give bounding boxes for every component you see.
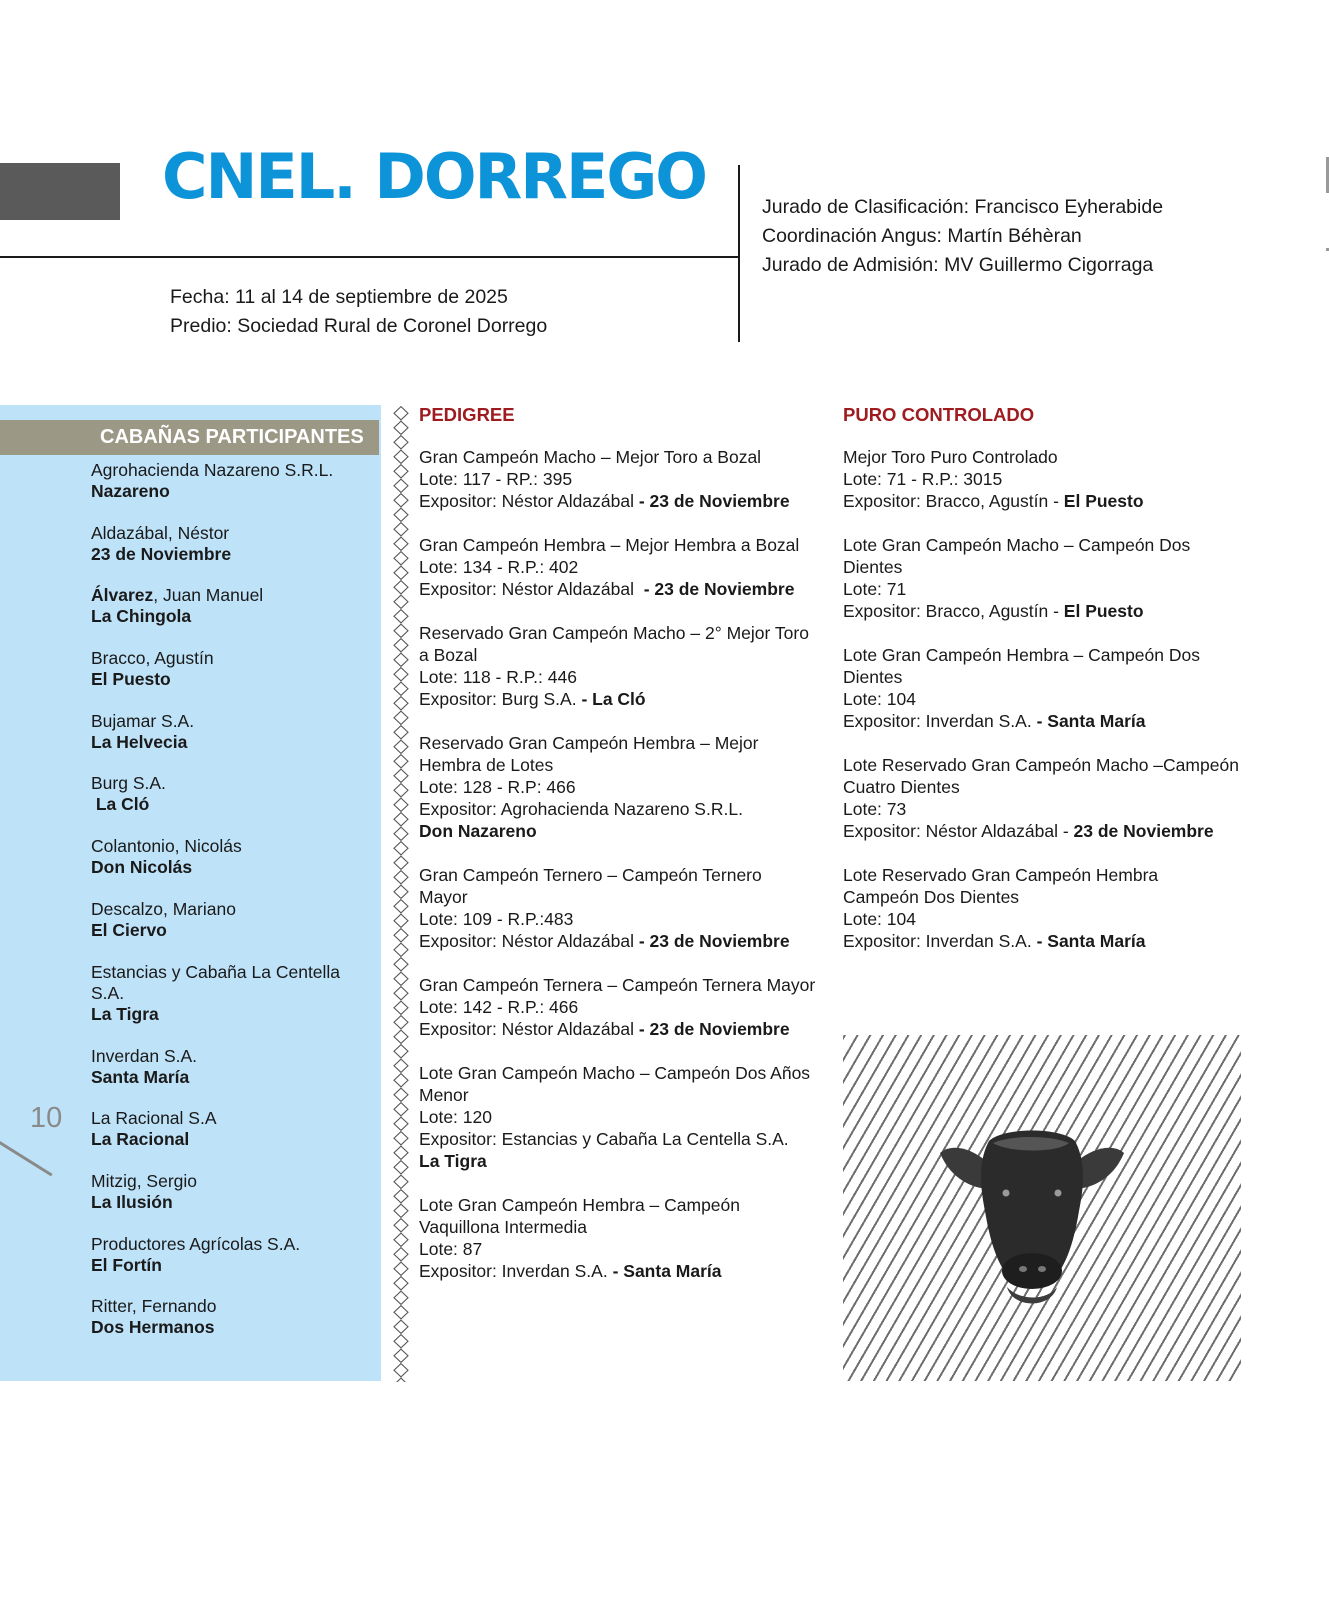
award-entry bbox=[843, 754, 1253, 842]
award-title-cont: Dientes bbox=[843, 557, 903, 577]
participant-cabana: La Helvecia bbox=[91, 731, 188, 752]
award-title: Gran Campeón Ternera – Campeón Ternera Mayor bbox=[419, 975, 816, 995]
puro-controlado-title: PURO CONTROLADO bbox=[843, 404, 1035, 425]
award-title: Lote Gran Campeón Macho – Campeón Dos Años bbox=[419, 1063, 811, 1083]
award-lote: Lote: 128 - R.P: 466 bbox=[419, 777, 576, 797]
award-expositor: Expositor: Néstor Aldazábal - bbox=[843, 821, 1074, 841]
award-title: Reservado Gran Campeón Macho – 2° Mejor Toro bbox=[419, 623, 809, 643]
award-title-cont: Vaquillona Intermedia bbox=[419, 1217, 587, 1237]
award-lote: Lote: 73 bbox=[843, 799, 907, 819]
list-item bbox=[91, 1171, 371, 1234]
award-cabana: - 23 de Noviembre bbox=[633, 1019, 790, 1039]
award-expositor: Expositor: Inverdan S.A. bbox=[843, 711, 1037, 731]
page-title: CNEL. DORREGO bbox=[162, 140, 706, 213]
participant-cabana: El Puesto bbox=[91, 669, 171, 690]
award-entry bbox=[419, 446, 824, 512]
participant-name: Inverdan S.A. bbox=[91, 1045, 198, 1066]
sidebar-title: CABAÑAS PARTICIPANTES bbox=[0, 420, 379, 455]
award-entry bbox=[419, 534, 824, 600]
award-expositor: Expositor: Agrohacienda Nazareno S.R.L. bbox=[419, 799, 743, 819]
award-title: Lote Gran Campeón Hembra – Campeón bbox=[419, 1195, 741, 1215]
award-entry bbox=[419, 974, 824, 1040]
award-title-cont: Dientes bbox=[843, 667, 903, 687]
participant-name: Burg S.A. bbox=[91, 773, 166, 794]
angus-coordination: Coordinación Angus: Martín Béhèran bbox=[762, 225, 1082, 247]
participant-cabana: La Racional bbox=[91, 1129, 190, 1150]
award-entry bbox=[419, 1194, 824, 1282]
participant-cabana: Dos Hermanos bbox=[91, 1317, 215, 1338]
list-item bbox=[91, 460, 371, 523]
list-item bbox=[91, 648, 371, 711]
jury-info bbox=[762, 193, 1163, 280]
participant-cabana: La Ilusión bbox=[91, 1191, 173, 1212]
list-item bbox=[91, 1108, 371, 1171]
award-entry bbox=[843, 534, 1253, 622]
award-expositor: Expositor: Inverdan S.A. bbox=[843, 931, 1037, 951]
jury-classification: Jurado de Clasificación: Francisco Eyherabide bbox=[762, 196, 1164, 218]
award-lote: Lote: 104 bbox=[843, 689, 916, 709]
award-title: Mejor Toro Puro Controlado bbox=[843, 447, 1058, 467]
award-lote: Lote: 134 - R.P.: 402 bbox=[419, 557, 579, 577]
list-item bbox=[91, 523, 371, 586]
header-gray-block bbox=[0, 163, 120, 220]
participant-name: , Juan Manuel bbox=[153, 585, 264, 606]
pedigree-title: PEDIGREE bbox=[419, 404, 515, 425]
award-entry bbox=[843, 644, 1253, 732]
participant-name: Aldazábal, Néstor bbox=[91, 522, 230, 543]
award-lote: Lote: 104 bbox=[843, 909, 916, 929]
jury-admission: Jurado de Admisión: MV Guillermo Cigorraga bbox=[762, 254, 1154, 276]
award-cabana: El Puesto bbox=[1063, 491, 1144, 511]
award-title: Reservado Gran Campeón Hembra – Mejor bbox=[419, 733, 759, 753]
list-item bbox=[91, 962, 371, 1046]
award-expositor: Expositor: Néstor Aldazábal bbox=[419, 579, 639, 599]
participant-name: Ritter, Fernando bbox=[91, 1296, 217, 1317]
list-item bbox=[91, 1234, 371, 1297]
award-title: Gran Campeón Hembra – Mejor Hembra a Bozal bbox=[419, 535, 800, 555]
award-cabana: - Santa María bbox=[1036, 931, 1146, 951]
participant-name-bold: Álvarez bbox=[91, 585, 154, 606]
award-title: Lote Reservado Gran Campeón Macho –Campeón bbox=[843, 755, 1239, 775]
participant-name: La Racional S.A bbox=[91, 1108, 217, 1129]
award-expositor: Expositor: Néstor Aldazábal bbox=[419, 491, 634, 511]
participant-cabana: Santa María bbox=[91, 1066, 190, 1087]
award-entry bbox=[843, 864, 1253, 952]
award-expositor: Expositor: Burg S.A. bbox=[419, 689, 577, 709]
participant-cabana: El Ciervo bbox=[91, 919, 167, 940]
list-item bbox=[91, 899, 371, 962]
award-cabana: - Santa María bbox=[1036, 711, 1146, 731]
list-item bbox=[91, 585, 371, 648]
list-item bbox=[91, 1046, 371, 1109]
participant-cabana: Don Nicolás bbox=[91, 857, 193, 878]
award-title-cont: Mayor bbox=[419, 887, 468, 907]
participants-sidebar bbox=[0, 405, 381, 1381]
header-divider bbox=[0, 256, 740, 258]
participant-name: Mitzig, Sergio bbox=[91, 1170, 198, 1191]
award-cabana: - 23 de Noviembre bbox=[633, 491, 790, 511]
bull-head-illustration bbox=[843, 1035, 1241, 1381]
award-expositor: Expositor: Inverdan S.A. bbox=[419, 1261, 613, 1281]
award-title-cont: Menor bbox=[419, 1085, 469, 1105]
award-title: Lote Reservado Gran Campeón Hembra bbox=[843, 865, 1159, 885]
award-lote: Lote: 120 bbox=[419, 1107, 492, 1127]
award-title-cont: Hembra de Lotes bbox=[419, 755, 554, 775]
list-item bbox=[91, 773, 371, 836]
participant-cabana: El Fortín bbox=[91, 1254, 162, 1275]
award-entry bbox=[419, 732, 824, 842]
event-venue: Predio: Sociedad Rural de Coronel Dorrego bbox=[170, 315, 548, 337]
page-number-slash bbox=[0, 1141, 53, 1176]
award-title: Gran Campeón Ternero – Campeón Ternero bbox=[419, 865, 762, 885]
participant-name: Colantonio, Nicolás bbox=[91, 836, 242, 857]
list-item bbox=[91, 836, 371, 899]
award-lote: Lote: 71 - R.P.: 3015 bbox=[843, 469, 1003, 489]
award-lote: Lote: 117 - RP.: 395 bbox=[419, 469, 573, 489]
award-lote: Lote: 142 - R.P.: 466 bbox=[419, 997, 579, 1017]
participant-cabana: Nazareno bbox=[91, 481, 170, 501]
participant-cabana: 23 de Noviembre bbox=[91, 543, 232, 564]
award-entry bbox=[419, 1062, 824, 1172]
award-entry bbox=[419, 622, 824, 710]
participant-cabana: La Cló bbox=[91, 794, 150, 815]
hatched-panel bbox=[843, 1035, 1241, 1381]
award-entry bbox=[419, 864, 824, 952]
award-expositor: Expositor: Néstor Aldazábal bbox=[419, 931, 634, 951]
header-vertical-divider bbox=[738, 165, 740, 342]
award-entry bbox=[843, 446, 1253, 512]
participant-name: Productores Agrícolas S.A. bbox=[91, 1233, 301, 1254]
diamond-border-decoration bbox=[391, 406, 411, 1382]
list-item bbox=[91, 711, 371, 774]
award-cabana: 23 de Noviembre bbox=[1073, 821, 1214, 841]
participant-cabana: La Tigra bbox=[91, 1003, 159, 1024]
participants-list bbox=[91, 460, 371, 1359]
participant-name: Agrohacienda Nazareno S.R.L. bbox=[91, 460, 334, 480]
award-cabana: La Tigra bbox=[419, 1151, 487, 1171]
award-title: Gran Campeón Macho – Mejor Toro a Bozal bbox=[419, 447, 762, 467]
award-title: Lote Gran Campeón Hembra – Campeón Dos bbox=[843, 645, 1200, 665]
award-expositor: Expositor: Bracco, Agustín - bbox=[843, 601, 1064, 621]
award-expositor: Expositor: Néstor Aldazábal bbox=[419, 1019, 634, 1039]
award-expositor: Expositor: Bracco, Agustín - bbox=[843, 491, 1064, 511]
award-title-cont: a Bozal bbox=[419, 645, 478, 665]
award-lote: Lote: 109 - R.P.:483 bbox=[419, 909, 574, 929]
award-cabana: - 23 de Noviembre bbox=[638, 579, 795, 599]
participant-cabana: La Chingola bbox=[91, 606, 192, 627]
award-cabana: El Puesto bbox=[1063, 601, 1144, 621]
award-lote: Lote: 118 - R.P.: 446 bbox=[419, 667, 577, 687]
award-cabana: Don Nazareno bbox=[419, 821, 537, 841]
award-cabana: - 23 de Noviembre bbox=[633, 931, 790, 951]
participant-name: Bujamar S.A. bbox=[91, 710, 195, 731]
puro-controlado-column bbox=[843, 404, 1253, 974]
award-expositor: Expositor: Estancias y Cabaña La Centella S.A. bbox=[419, 1129, 789, 1149]
award-cabana: - La Cló bbox=[576, 689, 646, 709]
list-item bbox=[91, 1296, 371, 1359]
event-date: Fecha: 11 al 14 de septiembre de 2025 bbox=[170, 286, 508, 308]
award-lote: Lote: 71 bbox=[843, 579, 907, 599]
participant-name: Descalzo, Mariano bbox=[91, 898, 236, 919]
award-lote: Lote: 87 bbox=[419, 1239, 483, 1259]
award-title-cont: Campeón Dos Dientes bbox=[843, 887, 1020, 907]
participant-name: Bracco, Agustín bbox=[91, 648, 214, 669]
event-info bbox=[170, 283, 547, 341]
pedigree-column bbox=[419, 404, 824, 1304]
award-cabana: - Santa María bbox=[612, 1261, 722, 1281]
award-title-cont: Cuatro Dientes bbox=[843, 777, 960, 797]
award-title: Lote Gran Campeón Macho – Campeón Dos bbox=[843, 535, 1191, 555]
page-number: 10 bbox=[30, 1102, 63, 1134]
participant-name: Estancias y Cabaña La Centella S.A. bbox=[91, 961, 341, 1003]
